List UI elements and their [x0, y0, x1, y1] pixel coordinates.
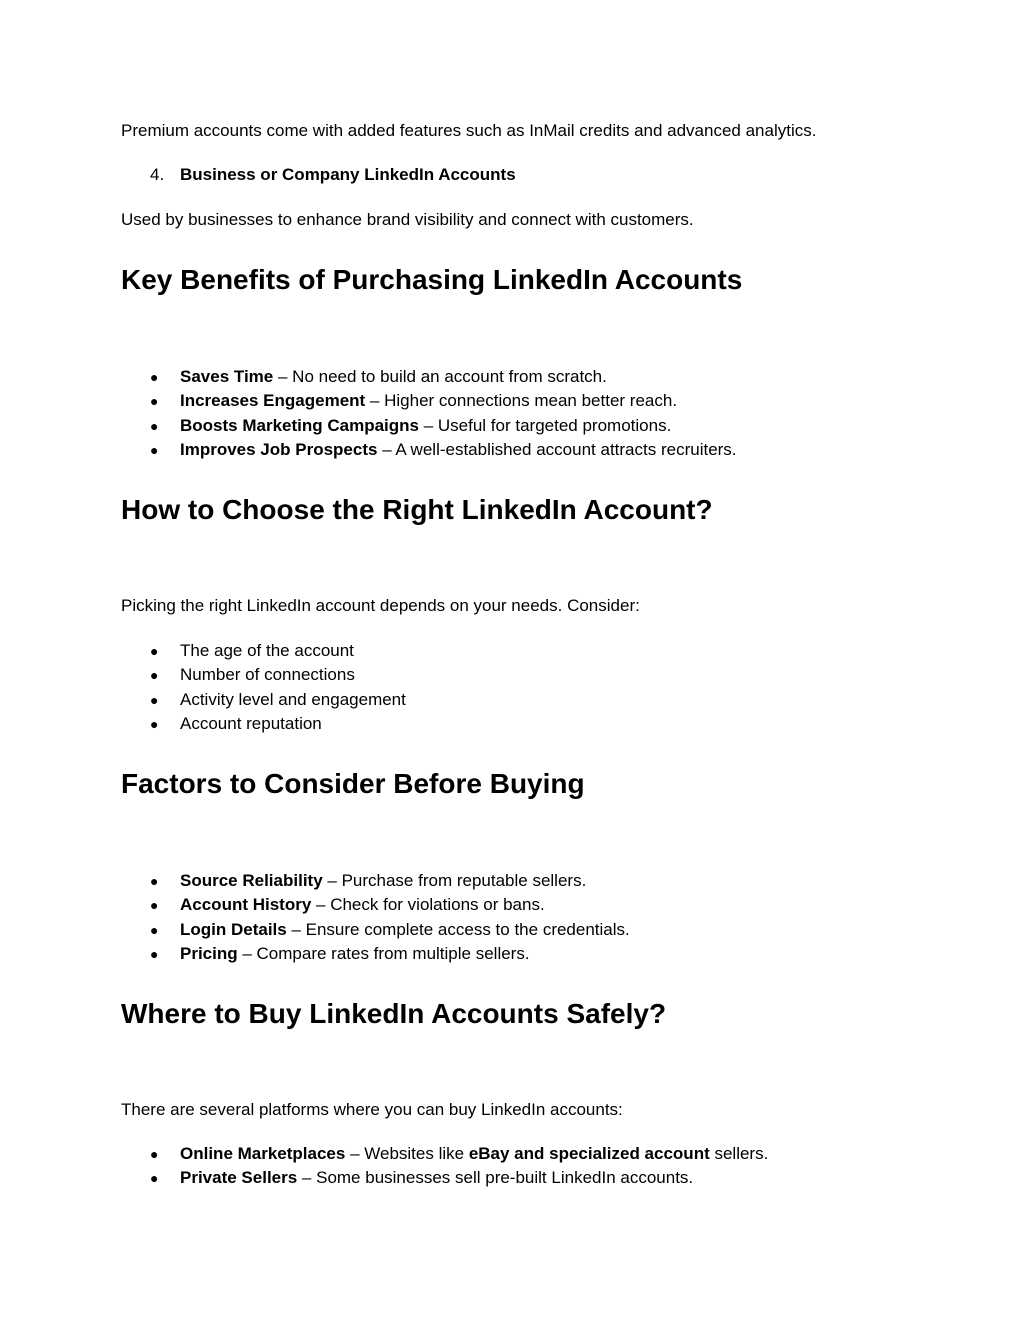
list-item-bold: Private Sellers	[180, 1168, 298, 1188]
list-item-bold: eBay and specialized account	[468, 1144, 710, 1163]
list-item	[150, 389, 737, 413]
list-item-text: – Websites like	[345, 1144, 469, 1163]
bullet-icon: ●	[150, 897, 159, 914]
bullet-icon: ●	[150, 921, 159, 938]
list-item-bold: Account History	[180, 895, 312, 915]
bullet-icon: ●	[150, 945, 159, 962]
list-item-bold: Pricing	[180, 943, 238, 963]
list-item	[150, 365, 737, 389]
bullet-icon: ●	[150, 667, 159, 684]
list-item-text: – Useful for targeted promotions.	[419, 415, 672, 435]
list-item-text: – Higher connections mean better reach.	[365, 391, 678, 411]
list-item-label: Business or Company LinkedIn Accounts	[180, 165, 516, 184]
where-list	[150, 1142, 768, 1191]
choose-heading: How to Choose the Right LinkedIn Account?	[121, 494, 713, 525]
bullet-icon: ●	[150, 873, 159, 889]
list-item-bold: Source Reliability	[180, 871, 323, 890]
factors-heading: Factors to Consider Before Buying	[121, 768, 585, 799]
list-item	[150, 438, 737, 462]
list-item	[150, 639, 406, 663]
where-heading: Where to Buy LinkedIn Accounts Safely?	[121, 998, 667, 1029]
bullet-icon: ●	[150, 643, 159, 659]
list-item-text: – Ensure complete access to the credentials.	[286, 919, 630, 939]
list-item	[150, 942, 630, 966]
bullet-icon: ●	[150, 1146, 159, 1162]
list-number: 4.	[150, 165, 165, 184]
list-item	[150, 918, 630, 942]
bullet-icon: ●	[150, 715, 159, 732]
list-item-text: – Purchase from reputable sellers.	[322, 871, 587, 890]
list-item-bold: Improves Job Prospects	[180, 439, 378, 459]
list-item	[150, 1166, 768, 1190]
choose-intro-paragraph: Picking the right LinkedIn account depends on your needs. Consider:	[121, 596, 640, 615]
numbered-item-business-accounts	[150, 164, 516, 186]
bullet-icon: ●	[150, 369, 159, 385]
business-accounts-paragraph: Used by businesses to enhance brand visibility and connect with customers.	[121, 210, 694, 229]
where-intro-paragraph: There are several platforms where you can buy LinkedIn accounts:	[121, 1100, 623, 1119]
list-item	[150, 688, 406, 712]
bullet-icon: ●	[150, 1170, 159, 1187]
list-item-text: The age of the account	[180, 641, 354, 660]
bullet-icon: ●	[150, 441, 159, 458]
list-item-text: – A well-established account attracts recruiters.	[377, 439, 737, 459]
factors-list	[150, 869, 630, 966]
list-item-text: – Check for violations or bans.	[311, 895, 545, 915]
bullet-icon: ●	[150, 417, 159, 434]
premium-accounts-paragraph: Premium accounts come with added features such as InMail credits and advanced analytics.	[121, 121, 817, 140]
list-item	[150, 663, 406, 687]
list-item-text: Number of connections	[180, 665, 355, 685]
list-item-text: Account reputation	[180, 713, 322, 733]
benefits-list	[150, 365, 737, 462]
list-item	[150, 869, 630, 893]
list-item	[150, 414, 737, 438]
list-item-text: – No need to build an account from scratch.	[273, 367, 607, 386]
choose-criteria-list	[150, 639, 406, 736]
list-item-bold: Boosts Marketing Campaigns	[180, 415, 419, 435]
bullet-icon: ●	[150, 393, 159, 410]
list-item-text: Activity level and engagement	[180, 689, 406, 709]
list-item-bold: Login Details	[180, 919, 287, 939]
list-item-text: – Some businesses sell pre-built LinkedIn accounts.	[297, 1168, 694, 1188]
list-item-text: sellers.	[709, 1144, 769, 1163]
list-item-bold: Increases Engagement	[180, 391, 366, 411]
list-item	[150, 712, 406, 736]
list-item-text: – Compare rates from multiple sellers.	[237, 943, 530, 963]
benefits-heading: Key Benefits of Purchasing LinkedIn Accounts	[121, 264, 743, 295]
list-item	[150, 893, 630, 917]
list-item	[150, 1142, 768, 1166]
bullet-icon: ●	[150, 691, 159, 708]
list-item-bold: Saves Time	[180, 367, 274, 386]
list-item-bold: Online Marketplaces	[180, 1144, 346, 1163]
